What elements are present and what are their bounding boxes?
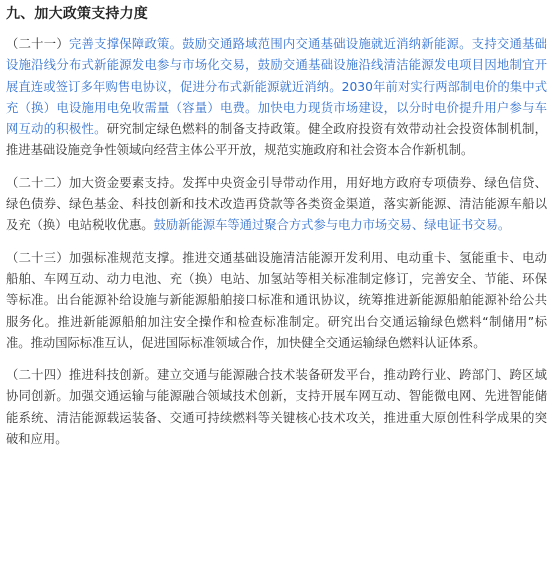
section-title: 九、加大政策支持力度 <box>6 6 148 22</box>
body-text: 加强标准规范支撑。推进交通基础设施清洁能源开发利用、电动重卡、氢能重卡、电动船舶、车网互动、动力电池、充（换）电站、加氢站等相关标准制定修订，完善安全、节能、环保等标准。出台能源补给设施与新能源船舶接口标准和通讯协议，统筹推进新能源船舶能源补给公共服务化。推进新能源船舶加注安全操作和检查标准制定。研究出台交通运输绿色燃料“制储用”标准。推动国际标准互认，促进国际标准领域合作，加快健全交通运输绿色燃料认证体系。 <box>6 250 547 350</box>
paragraph-23 <box>6 248 547 354</box>
paragraph-number: （二十四） <box>6 368 69 383</box>
paragraph-22 <box>6 173 547 237</box>
paragraph-number: （二十二） <box>6 175 69 190</box>
paragraph-24 <box>6 365 547 450</box>
body-text: 推进科技创新。建立交通与能源融合技术装备研发平台，推动跨行业、跨部门、跨区域协同创新。加强交通运输与能源融合领域技术创新，支持开展车网互动、智能微电网、先进智能储能系统、清洁能源载运装备、交通可持续燃料等关键核心技术攻关，推进重大原创性科学成果的突破和应用。 <box>6 368 547 447</box>
body-text: 研究制定绿色燃料的制备支持政策。健全政府投资有效带动社会投资体制机制，推进基础设施竞争性领域向经营主体公平开放，规范实施政府和社会资本合作新机制。 <box>6 122 547 158</box>
highlighted-text: 鼓励新能源车等通过聚合方式参与电力市场交易、绿电证书交易。 <box>153 218 511 233</box>
highlighted-text: 完善支撑保障政策。鼓励交通路域范围内交通基础设施就近消纳新能源。支持交通基础设施沿线分布式新能源发电参与市场化交易，鼓励交通基础设施沿线清洁能源发电项目因地制宜开展直连或签订多年购售电协议，促进分布式新能源就近消纳。2030年前对实行两部制电价的集中式充（换）电设施用电免收需量（容量）电费。加快电力现货市场建设，以分时电价提升用户参与车网互动的积极性。 <box>6 37 547 137</box>
paragraph-number: （二十一） <box>6 37 69 51</box>
body-text: 加大资金要素支持。发挥中央资金引导带动作用，用好地方政府专项债券、绿色信贷、绿色债券、绿色基金、科技创新和技术改造再贷款等各类资金渠道，落实新能源、清洁能源车船以及充（换）电站税收优惠。 <box>6 175 547 233</box>
paragraph-number: （二十三） <box>6 250 69 265</box>
paragraph-21 <box>6 34 547 162</box>
